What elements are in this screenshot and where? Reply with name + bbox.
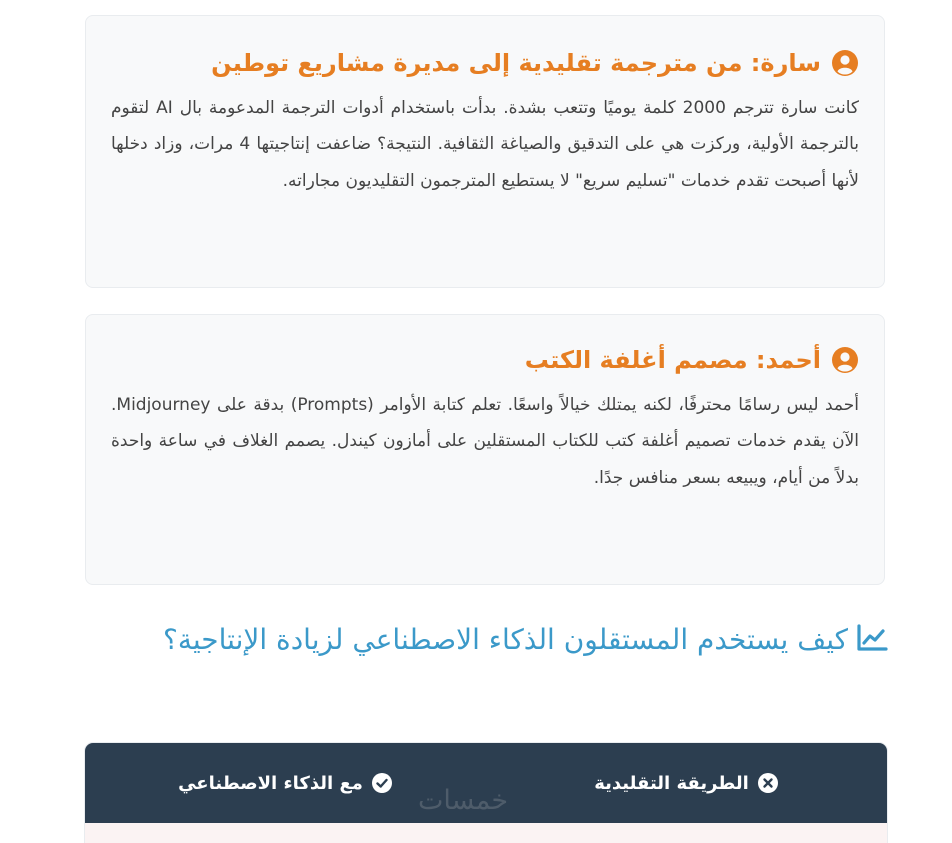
- column-header-label: مع الذكاء الاصطناعي: [178, 772, 363, 794]
- section-heading: [150, 614, 888, 665]
- section-heading-text: كيف يستخدم المستقلون الذكاء الاصطناعي لزيادة الإنتاجية؟: [162, 623, 848, 656]
- story-card-ahmed: [85, 314, 885, 585]
- column-header-traditional: [486, 743, 887, 823]
- user-circle-icon: [831, 346, 859, 374]
- story-card-sara: [85, 15, 885, 288]
- story-title-text: سارة: من مترجمة تقليدية إلى مديرة مشاريع توطين: [211, 49, 821, 77]
- story-title: [111, 346, 859, 375]
- watermark: خمسات: [418, 785, 509, 816]
- story-title: [111, 49, 859, 78]
- column-header-label: الطريقة التقليدية: [594, 772, 749, 794]
- chart-line-icon: [856, 624, 888, 652]
- table-row: [85, 823, 887, 843]
- check-circle-icon: [371, 772, 393, 794]
- story-title-text: أحمد: مصمم أغلفة الكتب: [524, 346, 821, 374]
- user-circle-icon: [831, 49, 859, 77]
- x-circle-icon: [757, 772, 779, 794]
- story-text: كانت سارة تترجم 2000 كلمة يوميًا وتتعب بشدة. بدأت باستخدام أدوات الترجمة المدعومة بال AI لتقوم بالترجمة الأولية، وركزت هي على التدقيق والصياغة الثقافية. النتيجة؟ ضاعفت إنتاجيتها 4 مرات، وزاد دخلها لأنها أصبحت تقدم خدمات "تسليم سريع" لا يستطيع المترجمون التقليديون مجاراته.: [111, 97, 860, 191]
- story-text: أحمد ليس رسامًا محترفًا، لكنه يمتلك خيالاً واسعًا. تعلم كتابة الأوامر (Prompts) بدقة على Midjourney. الآن يقدم خدمات تصميم أغلفة كتب للكتاب المستقلين على أمازون كيندل. يصمم الغلاف في ساعة واحدة بدلاً من أيام، ويبيعه بسعر منافس جدًا.: [111, 394, 859, 488]
